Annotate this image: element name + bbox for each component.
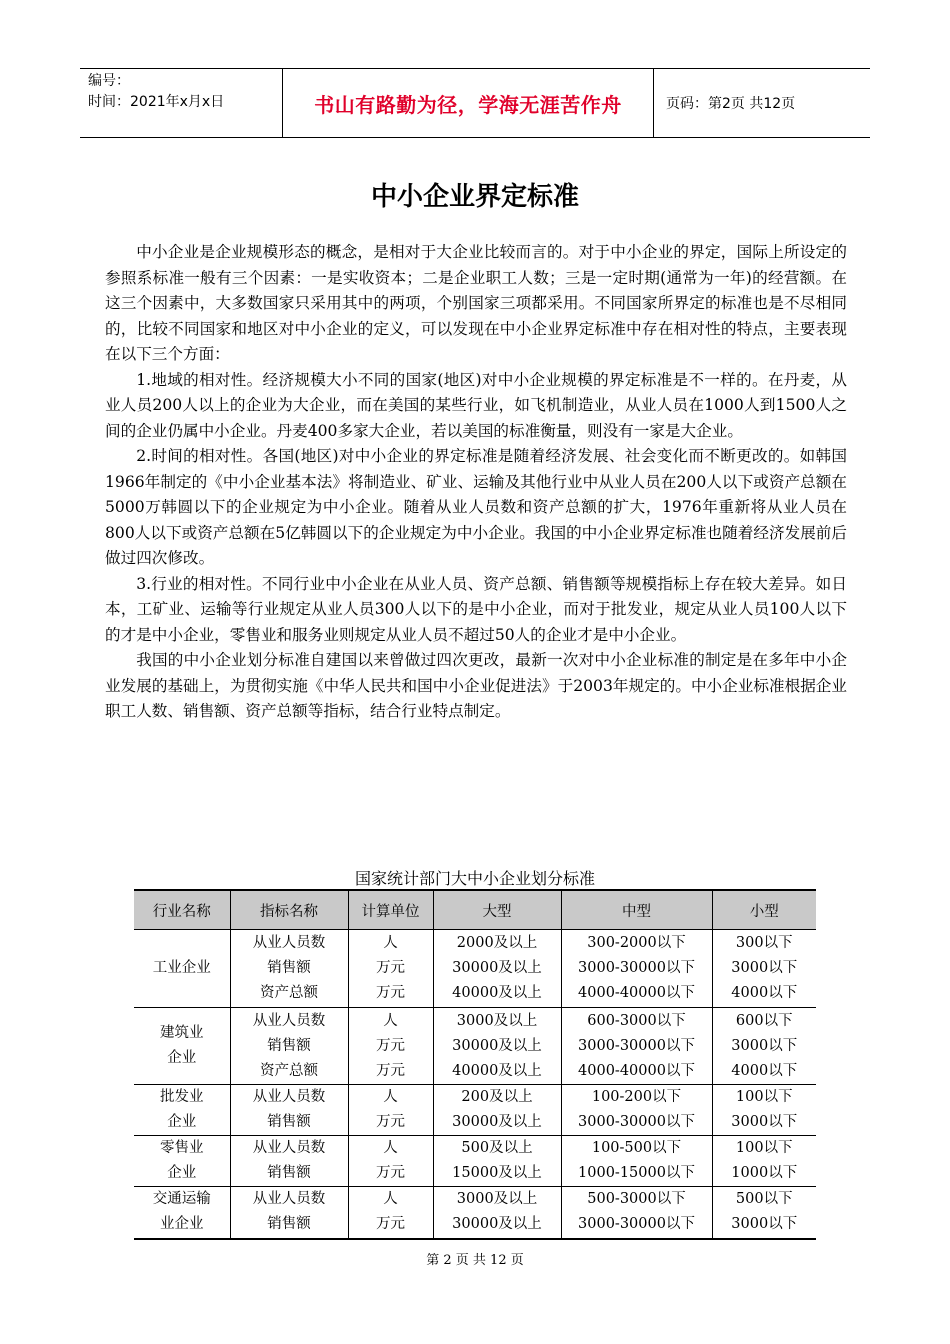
cell-text: 600-3000以下 (587, 1012, 686, 1029)
cell-text: 4000以下 (731, 1062, 798, 1079)
cell-text: 40000及以上 (452, 1062, 542, 1079)
cell-text: 3000-30000以下 (578, 960, 695, 976)
cell-text: 万元 (376, 1165, 405, 1181)
cell-text: 从业人员数 (252, 1140, 326, 1156)
table-row (134, 1136, 816, 1187)
paragraph: 1.地域的相对性。经济规模大小不同的国家(地区)对中小企业规模的界定标准是不一样的。在丹麦，从业人员200人以上的企业为大企业，而在美国的某些行业，如飞机制造业，从业人员在1000人到1500人之间的企业仍属中小企业。丹麦400多家大企业，若以美国的标准衡量，则没有一家是大企业。 (105, 370, 847, 440)
industry-name: 批发业 (160, 1089, 204, 1105)
header-meta (80, 69, 282, 137)
column-header: 计算单位 (348, 890, 433, 930)
header-motto: 书山有路勤为径，学海无涯苦作舟 (282, 69, 654, 137)
cell-text: 资产总额 (260, 985, 318, 1001)
paragraph: 3.行业的相对性。不同行业中小企业在从业人员、资产总额、销售额等规模指标上存在较大差异。如日本，工矿业、运输等行业规定从业人员300人以下的是中小企业，而对于批发业，规定从业人员100人以下的才是中小企业，零售业和服务业则规定从业人员不超过50人的企业才是中小企业。 (105, 574, 847, 644)
table-header-row (134, 890, 816, 930)
unit-cell (348, 1136, 433, 1187)
cell-text: 15000及以上 (452, 1165, 542, 1181)
table-title: 国家统计部门大中小企业划分标准 (354, 869, 595, 888)
cell-text: 3000-30000以下 (578, 1114, 695, 1130)
table-row (134, 1008, 816, 1085)
indicator-cell (230, 1136, 348, 1187)
industry-name: 零售业 (160, 1140, 204, 1156)
cell-text: 销售额 (267, 960, 311, 976)
large-cell (433, 930, 561, 1008)
small-cell (712, 1136, 816, 1187)
cell-text: 1000-15000以下 (578, 1165, 695, 1181)
industry-cell (134, 1187, 230, 1239)
cell-text: 从业人员数 (252, 1089, 326, 1105)
cell-text: 3000-30000以下 (578, 1037, 695, 1054)
cell-text: 300以下 (735, 935, 793, 951)
cell-text: 1000以下 (731, 1165, 798, 1181)
unit-cell (348, 1187, 433, 1239)
industry-cell (134, 1008, 230, 1085)
cell-text: 万元 (376, 1114, 405, 1130)
table-row (134, 1187, 816, 1239)
cell-text: 100-200以下 (591, 1089, 682, 1105)
industry-name: 业企业 (160, 1216, 204, 1233)
paragraph: 我国的中小企业划分标准自建国以来曾做过四次更改，最新一次对中小企业标准的制定是在多年中小企业发展的基础上，为贯彻实施《中华人民共和国中小企业促进法》于2003年规定的。中小企业标准根据企业职工人数、销售额、资产总额等指标，结合行业特点制定。 (105, 651, 847, 720)
paragraph: 中小企业是企业规模形态的概念，是相对于大企业比较而言的。对于中小企业的界定，国际上所设定的参照系标准一般有三个因素：一是实收资本；二是企业职工人数；三是一定时期(通常为一年)的经营额。在这三个因素中，大多数国家只采用其中的两项，个别国家三项都采用。不同国家所界定的标准也是不尽相同的，比较不同国家和地区对中小企业的定义，可以发现在中小企业界定标准中存在相对性的特点，主要表现在以下三个方面： (105, 243, 847, 363)
cell-text: 300-2000以下 (587, 935, 686, 951)
small-cell (712, 930, 816, 1008)
large-cell (433, 1187, 561, 1239)
document-body (105, 240, 847, 725)
cell-text: 3000及以上 (456, 1012, 538, 1029)
cell-text: 30000及以上 (452, 1037, 542, 1054)
indicator-cell (230, 930, 348, 1008)
industry-name: 工业企业 (152, 960, 211, 976)
cell-text: 人 (383, 935, 398, 951)
cell-text: 4000以下 (731, 985, 798, 1001)
medium-cell (561, 930, 712, 1008)
industry-cell (134, 1136, 230, 1187)
medium-cell (561, 1008, 712, 1085)
cell-text: 万元 (376, 1062, 405, 1079)
industry-name: 企业 (167, 1165, 197, 1181)
cell-text: 3000以下 (731, 1216, 798, 1233)
document-number-label: 编号： (88, 73, 130, 89)
page-header (80, 68, 870, 138)
column-header: 指标名称 (230, 890, 348, 930)
cell-text: 500及以上 (461, 1140, 533, 1156)
cell-text: 30000及以上 (452, 1216, 542, 1233)
cell-text: 销售额 (267, 1037, 311, 1054)
cell-text: 从业人员数 (252, 1191, 326, 1208)
cell-text: 100-500以下 (591, 1140, 682, 1156)
cell-text: 万元 (376, 1216, 405, 1233)
cell-text: 100以下 (735, 1089, 793, 1105)
cell-text: 40000及以上 (452, 985, 542, 1001)
column-header: 大型 (433, 890, 561, 930)
small-cell (712, 1187, 816, 1239)
paragraph: 2.时间的相对性。各国(地区)对中小企业的界定标准是随着经济发展、社会变化而不断更改的。如韩国1966年制定的《中小企业基本法》将制造业、矿业、运输及其他行业中从业人员在200人以下或资产总额在5000万韩圆以下的企业规定为中小企业。随着从业人员数和资产总额的扩大，1976年重新将从业人员在800人以下或资产总额在5亿韩圆以下的企业规定为中小企业。我国的中小企业界定标准也随着经济发展前后做过四次修改。 (105, 447, 847, 567)
medium-cell (561, 1187, 712, 1239)
cell-text: 资产总额 (260, 1062, 318, 1079)
industry-name: 建筑业 (160, 1025, 204, 1041)
header-page-info: 页码：第2页 共12页 (666, 96, 796, 112)
indicator-cell (230, 1187, 348, 1239)
cell-text: 100以下 (735, 1140, 793, 1156)
cell-text: 销售额 (267, 1216, 311, 1233)
cell-text: 30000及以上 (452, 1114, 542, 1130)
cell-text: 200及以上 (461, 1089, 533, 1105)
cell-text: 3000及以上 (456, 1191, 538, 1208)
large-cell (433, 1136, 561, 1187)
cell-text: 2000及以上 (456, 935, 538, 951)
small-cell (712, 1008, 816, 1085)
unit-cell (348, 930, 433, 1008)
industry-cell (134, 930, 230, 1008)
cell-text: 3000以下 (731, 1037, 798, 1054)
cell-text: 3000以下 (731, 1114, 798, 1130)
unit-cell (348, 1008, 433, 1085)
cell-text: 人 (383, 1191, 398, 1208)
cell-text: 从业人员数 (252, 1012, 326, 1029)
large-cell (433, 1085, 561, 1136)
document-title: 中小企业界定标准 (370, 182, 579, 212)
cell-text: 3000-30000以下 (578, 1216, 695, 1233)
cell-text: 3000以下 (731, 960, 798, 976)
medium-cell (561, 1085, 712, 1136)
table-row (134, 930, 816, 1008)
cell-text: 人 (383, 1140, 398, 1156)
indicator-cell (230, 1085, 348, 1136)
page-footer: 第 2 页 共 12 页 (426, 1253, 524, 1268)
column-header: 小型 (712, 890, 816, 930)
small-cell (712, 1085, 816, 1136)
cell-text: 万元 (376, 985, 405, 1001)
industry-name: 企业 (167, 1050, 197, 1066)
cell-text: 万元 (376, 1037, 405, 1054)
medium-cell (561, 1136, 712, 1187)
industry-name: 企业 (167, 1114, 197, 1130)
indicator-cell (230, 1008, 348, 1085)
cell-text: 4000-40000以下 (578, 985, 695, 1001)
cell-text: 500-3000以下 (587, 1191, 686, 1208)
cell-text: 销售额 (267, 1165, 311, 1181)
unit-cell (348, 1085, 433, 1136)
cell-text: 600以下 (735, 1012, 793, 1029)
cell-text: 人 (383, 1012, 398, 1029)
column-header: 行业名称 (134, 890, 230, 930)
cell-text: 30000及以上 (452, 960, 542, 976)
cell-text: 销售额 (267, 1114, 311, 1130)
industry-cell (134, 1085, 230, 1136)
cell-text: 500以下 (735, 1191, 793, 1208)
cell-text: 从业人员数 (252, 935, 326, 951)
column-header: 中型 (561, 890, 712, 930)
table-row (134, 1085, 816, 1136)
classification-table (134, 889, 816, 1240)
cell-text: 万元 (376, 960, 405, 976)
document-date: 时间：2021年x月x日 (88, 94, 225, 110)
large-cell (433, 1008, 561, 1085)
industry-name: 交通运输 (152, 1191, 211, 1208)
cell-text: 人 (383, 1089, 398, 1105)
cell-text: 4000-40000以下 (578, 1062, 695, 1079)
